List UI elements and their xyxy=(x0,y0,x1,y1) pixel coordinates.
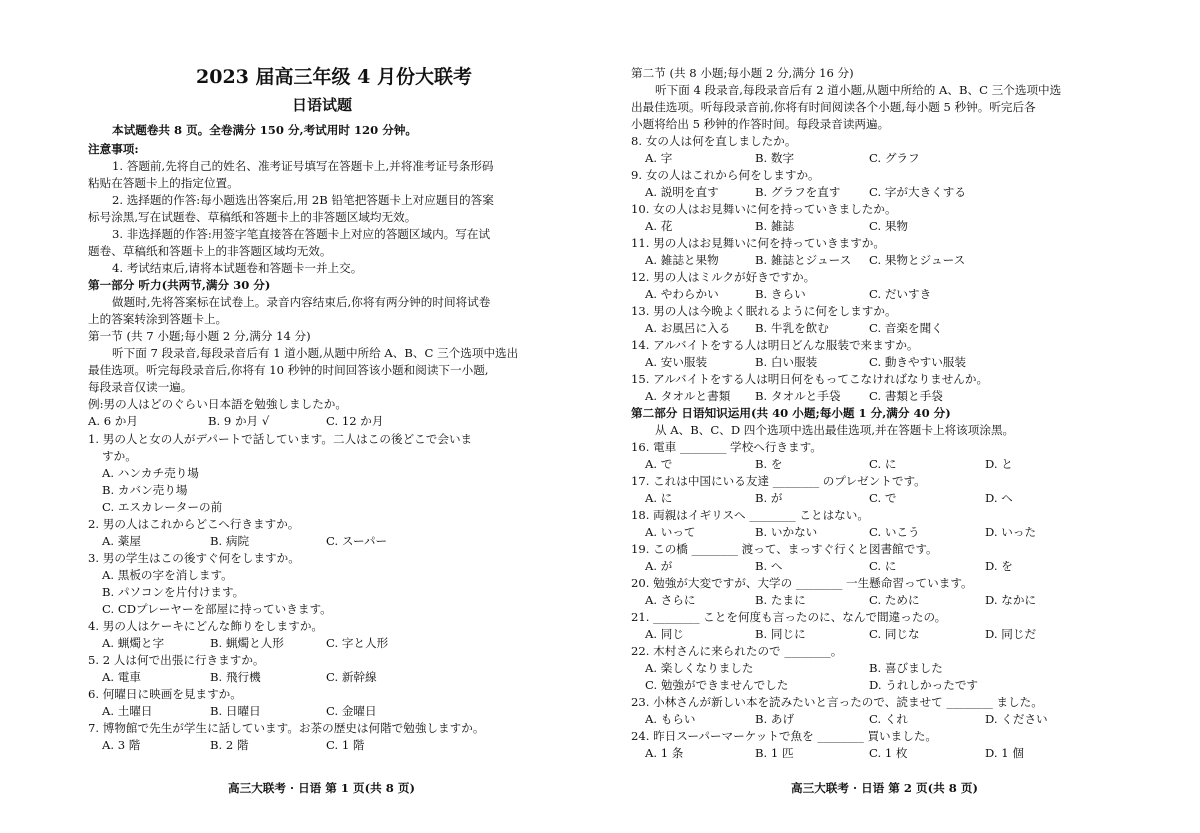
q2-option: A. 薬屋 xyxy=(102,534,141,548)
q12-option: B. きらい xyxy=(755,287,806,301)
q16-option: D. と xyxy=(985,457,1013,471)
note-line: 粘贴在答题卡上的指定位置。 xyxy=(88,176,239,190)
exam-title: 2023 届高三年级 4 月份大联考 xyxy=(196,66,472,88)
q20-option: D. なかに xyxy=(985,593,1037,607)
q4-option: A. 蝋燭と字 xyxy=(102,636,165,650)
note-line: 4. 考试结束后,请将本试题卷和答题卡一并上交。 xyxy=(112,261,363,275)
q8-option: A. 字 xyxy=(645,151,673,165)
q21-option: D. 同じだ xyxy=(985,627,1037,641)
q4-option: B. 蝋燭と人形 xyxy=(210,636,284,650)
q11-option: C. 果物とジュース xyxy=(869,253,966,267)
q1-option: B. カバン売り場 xyxy=(102,483,188,497)
q18-option: C. いこう xyxy=(869,525,920,539)
q20-option: A. さらに xyxy=(645,593,696,607)
note-line: 1. 答题前,先将自己的姓名、准考证号填写在答题卡上,并将准考证号条形码 xyxy=(112,159,494,173)
question-8: 8. 女の人は何を直しましたか。 xyxy=(631,134,797,148)
q22-option: B. 喜びました xyxy=(869,661,943,675)
q11-option: A. 雑誌と果物 xyxy=(645,253,719,267)
q18-option: B. いかない xyxy=(755,525,818,539)
q21-option: C. 同じな xyxy=(869,627,920,641)
question-18: 18. 両親はイギリスへ ________ ことはない。 xyxy=(631,508,869,522)
question-23: 23. 小林さんが新しい本を読みたいと言ったので、読ませて ________ ました。 xyxy=(631,695,1043,709)
q7-option: B. 2 階 xyxy=(210,738,249,752)
q6-option: B. 日曜日 xyxy=(210,704,261,718)
section2-desc: 出最佳选项。听每段录音前,你将有时间阅读各个小题,每小题 5 秒钟。听完后各 xyxy=(631,100,1036,114)
question-2: 2. 男の人はこれからどこへ行きますか。 xyxy=(88,517,300,531)
q12-option: C. だいすき xyxy=(869,287,932,301)
part1-heading: 第一部分 听力(共两节,满分 30 分) xyxy=(88,278,271,292)
q24-option: A. 1 条 xyxy=(645,746,684,760)
q19-option: C. に xyxy=(869,559,897,573)
q18-option: D. いった xyxy=(985,525,1037,539)
section2-heading: 第二节 (共 8 小题;每小题 2 分,满分 16 分) xyxy=(631,66,854,80)
example-question: 例:男の人はどのぐらい日本語を勉強しましたか。 xyxy=(88,397,347,411)
page-footer: 高三大联考 · 日语 第 2 页(共 8 页) xyxy=(791,781,978,795)
q15-option: B. タオルと手袋 xyxy=(755,389,841,403)
section1-desc: 每段录音仅读一遍。 xyxy=(88,380,193,394)
question-9: 9. 女の人はこれから何をしますか。 xyxy=(631,168,820,182)
q2-option: B. 病院 xyxy=(210,534,250,548)
q9-option: B. グラフを直す xyxy=(755,185,841,199)
q17-option: D. へ xyxy=(985,491,1013,505)
question-5: 5. 2 人は何で出張に行きますか。 xyxy=(88,653,265,667)
q19-option: B. へ xyxy=(755,559,783,573)
exam-subtitle: 日语试题 xyxy=(292,96,353,114)
q4-option: C. 字と人形 xyxy=(326,636,389,650)
q20-option: B. たまに xyxy=(755,593,806,607)
q16-option: C. に xyxy=(869,457,897,471)
example-option: A. 6 か月 xyxy=(88,414,138,428)
note-line: 3. 非选择题的作答:用签字笔直接答在答题卡上对应的答题区域内。写在试 xyxy=(112,227,491,241)
q22-option: D. うれしかったです xyxy=(869,678,979,692)
q6-option: C. 金曜日 xyxy=(326,704,377,718)
question-15: 15. アルバイトをする人は明日何をもってこなければなりませんか。 xyxy=(631,372,989,386)
q7-option: A. 3 階 xyxy=(102,738,141,752)
notes-heading: 注意事项: xyxy=(88,142,139,156)
example-option: B. 9 か月 √ xyxy=(208,414,270,428)
q3-option: B. パソコンを片付けます。 xyxy=(102,585,245,599)
q24-option: B. 1 匹 xyxy=(755,746,794,760)
question-3: 3. 男の学生はこの後すぐ何をしますか。 xyxy=(88,551,300,565)
q9-option: C. 字が大きくする xyxy=(869,185,966,199)
q17-option: B. が xyxy=(755,491,783,505)
question-17: 17. これは中国にいる友達 ________ のプレゼントです。 xyxy=(631,474,926,488)
question-21: 21. ________ ことを何度も言ったのに、なんで間違ったの。 xyxy=(631,610,947,624)
q9-option: A. 説明を直す xyxy=(645,185,719,199)
q18-option: A. いって xyxy=(645,525,696,539)
q23-option: D. ください xyxy=(985,712,1048,726)
question-24: 24. 昨日スーパーマーケットで魚を ________ 買いました。 xyxy=(631,729,938,743)
page-footer: 高三大联考 · 日语 第 1 页(共 8 页) xyxy=(228,781,415,795)
question-19: 19. この橋 ________ 渡って、まっすぐ行くと図書館です。 xyxy=(631,542,938,556)
q23-option: A. もらい xyxy=(645,712,696,726)
q10-option: C. 果物 xyxy=(869,219,909,233)
section1-desc: 听下面 7 段录音,每段录音后有 1 道小题,从题中所给 A、B、C 三个选项中选出 xyxy=(112,346,519,360)
part2-heading: 第二部分 日语知识运用(共 40 小题;每小题 1 分,满分 40 分) xyxy=(631,406,951,420)
q21-option: A. 同じ xyxy=(645,627,684,641)
q14-option: B. 白い服装 xyxy=(755,355,818,369)
note-line: 标号涂黑,写在试题卷、草稿纸和答题卡上的非答题区域均无效。 xyxy=(88,210,417,224)
q17-option: C. で xyxy=(869,491,897,505)
part1-desc: 做题时,先将答案标在试卷上。录音内容结束后,你将有两分钟的时间将试卷 xyxy=(112,295,491,309)
q5-option: B. 飛行機 xyxy=(210,670,261,684)
question-12: 12. 男の人はミルクが好きですか。 xyxy=(631,270,816,284)
q2-option: C. スーパー xyxy=(326,534,388,548)
question-14: 14. アルバイトをする人は明日どんな服装で来ますか。 xyxy=(631,338,919,352)
q6-option: A. 土曜日 xyxy=(102,704,153,718)
note-line: 2. 选择题的作答:每小题选出答案后,用 2B 铅笔把答题卡上对应题目的答案 xyxy=(112,193,494,207)
q23-option: B. あげ xyxy=(755,712,795,726)
question-6: 6. 何曜日に映画を見ますか。 xyxy=(88,687,242,701)
question-13: 13. 男の人は今晩よく眠れるように何をしますか。 xyxy=(631,304,897,318)
q14-option: A. 安い服装 xyxy=(645,355,708,369)
q16-option: A. で xyxy=(645,457,673,471)
q5-option: C. 新幹線 xyxy=(326,670,377,684)
q17-option: A. に xyxy=(645,491,673,505)
q14-option: C. 動きやすい服装 xyxy=(869,355,966,369)
exam-intro: 本试题卷共 8 页。全卷满分 150 分,考试用时 120 分钟。 xyxy=(112,123,418,137)
q22-option: A. 楽しくなりました xyxy=(645,661,754,675)
section2-desc: 听下面 4 段录音,每段录音后有 2 道小题,从题中所给的 A、B、C 三个选项中选 xyxy=(655,83,1062,97)
q15-option: A. タオルと書類 xyxy=(645,389,731,403)
question-11: 11. 男の人はお見舞いに何を持っていきますか。 xyxy=(631,236,885,250)
question-16: 16. 電車 ________ 学校へ行きます。 xyxy=(631,440,822,454)
q11-option: B. 雑誌とジュース xyxy=(755,253,852,267)
q24-option: C. 1 枚 xyxy=(869,746,908,760)
question-1: 1. 男の人と女の人がデパートで話しています。二人はこの後どこで会いま xyxy=(88,432,473,446)
q23-option: C. くれ xyxy=(869,712,909,726)
q15-option: C. 書類と手袋 xyxy=(869,389,943,403)
q24-option: D. 1 個 xyxy=(985,746,1024,760)
question-1-cont: すか。 xyxy=(102,449,137,463)
question-22: 22. 木村さんに来られたので ________。 xyxy=(631,644,843,658)
question-10: 10. 女の人はお見舞いに何を持っていきましたか。 xyxy=(631,202,897,216)
q3-option: A. 黒板の字を消します。 xyxy=(102,568,233,582)
question-20: 20. 勉強が大変ですが、大学の ________ 一生懸命習っています。 xyxy=(631,576,973,590)
q1-option: C. エスカレーターの前 xyxy=(102,500,223,514)
q12-option: A. やわらかい xyxy=(645,287,719,301)
q8-option: C. グラフ xyxy=(869,151,920,165)
q5-option: A. 電車 xyxy=(102,670,141,684)
q20-option: C. ために xyxy=(869,593,920,607)
q7-option: C. 1 階 xyxy=(326,738,365,752)
q8-option: B. 数字 xyxy=(755,151,795,165)
q22-option: C. 勉強ができませんでした xyxy=(645,678,789,692)
q19-option: D. を xyxy=(985,559,1013,573)
right-page xyxy=(631,0,1131,833)
section1-desc: 最佳选项。听完每段录音后,你将有 10 秒钟的时间回答该小题和阅读下一小题, xyxy=(88,363,489,377)
q3-option: C. CDプレーヤーを部屋に持っていきます。 xyxy=(102,602,332,616)
left-page xyxy=(88,0,628,833)
q21-option: B. 同じに xyxy=(755,627,806,641)
part1-desc: 上的答案转涂到答题卡上。 xyxy=(88,312,228,326)
q13-option: C. 音楽を聞く xyxy=(869,321,943,335)
q13-option: B. 牛乳を飲む xyxy=(755,321,829,335)
q13-option: A. お風呂に入る xyxy=(645,321,731,335)
note-line: 题卷、草稿纸和答题卡上的非答题区域均无效。 xyxy=(88,244,332,258)
q19-option: A. が xyxy=(645,559,673,573)
q1-option: A. ハンカチ売り場 xyxy=(102,466,199,480)
question-7: 7. 博物館で先生が学生に話しています。お茶の歴史は何階で勉強しますか。 xyxy=(88,721,485,735)
section2-desc: 小题将给出 5 秒钟的作答时间。每段录音读两遍。 xyxy=(631,117,890,131)
question-4: 4. 男の人はケーキにどんな飾りをしますか。 xyxy=(88,619,324,633)
part2-desc: 从 A、B、C、D 四个选项中选出最佳选项,并在答题卡上将该项涂黑。 xyxy=(655,423,1015,437)
example-option: C. 12 か月 xyxy=(326,414,384,428)
section1-heading: 第一节 (共 7 小题;每小题 2 分,满分 14 分) xyxy=(88,329,311,343)
q10-option: B. 雑誌 xyxy=(755,219,795,233)
q10-option: A. 花 xyxy=(645,219,673,233)
q16-option: B. を xyxy=(755,457,783,471)
